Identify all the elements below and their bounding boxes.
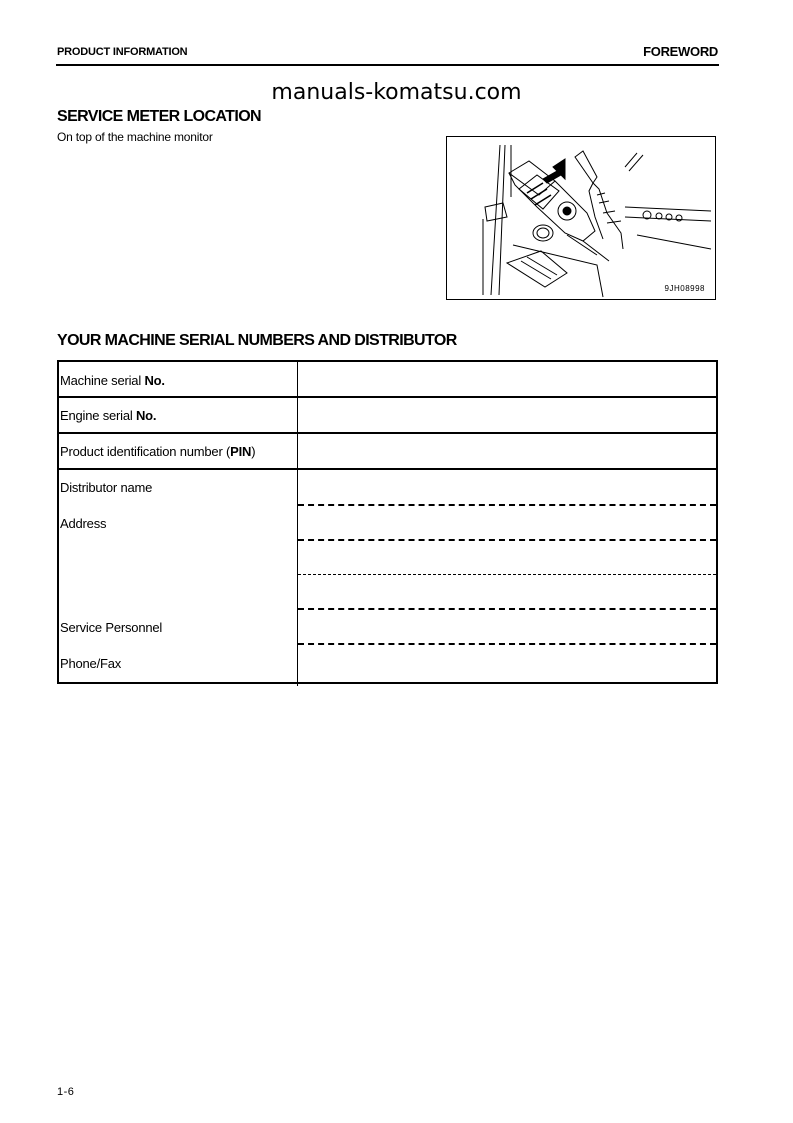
service-meter-heading: SERVICE METER LOCATION [57,108,262,125]
label-address: Address [60,516,107,531]
figure-code: 9JH08998 [664,284,705,293]
label-distributor-name: Distributor name [60,480,153,495]
page-number: 1-6 [57,1086,75,1098]
distributor-name-field[interactable] [298,470,716,503]
label-phone-fax: Phone/Fax [60,656,122,671]
watermark-link[interactable]: manuals-komatsu.com [271,80,522,105]
service-meter-description: On top of the machine monitor [57,130,213,144]
service-personnel-field[interactable] [298,610,716,642]
pin-field[interactable] [298,434,716,468]
engine-serial-field[interactable] [298,398,716,432]
service-meter-figure [446,136,716,300]
serial-numbers-heading: YOUR MACHINE SERIAL NUMBERS AND DISTRIBUTOR [57,332,457,349]
label-pin: Product identification number (PIN) [60,444,256,459]
cab-illustration-icon [447,137,715,299]
address-line-1-field[interactable] [298,506,716,538]
label-machine-serial: Machine serial No. [60,373,165,388]
header-divider [56,64,719,66]
serial-distributor-table [57,360,718,682]
machine-serial-field[interactable] [298,362,716,396]
label-service-personnel: Service Personnel [60,620,163,635]
header-section-title: PRODUCT INFORMATION [57,46,188,58]
dashed-divider [298,574,716,575]
address-line-3-field[interactable] [298,576,716,608]
phone-fax-field[interactable] [298,645,716,679]
header-chapter-title: FOREWORD [643,44,718,59]
table-bottom-border [57,682,718,684]
address-line-2-field[interactable] [298,541,716,573]
label-engine-serial: Engine serial No. [60,408,157,423]
